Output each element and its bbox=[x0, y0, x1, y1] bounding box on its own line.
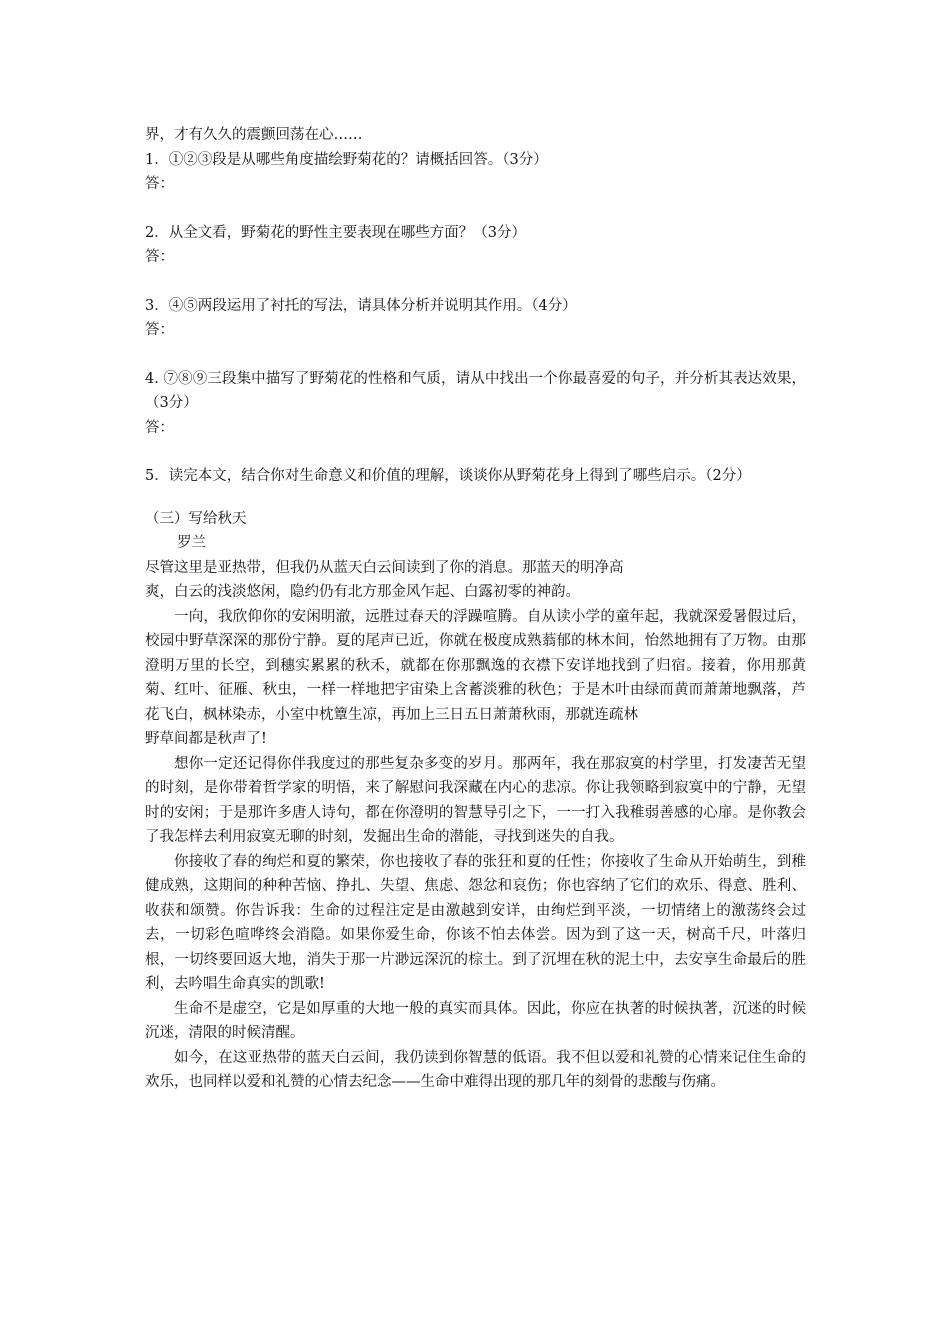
paragraph-2: 想你一定还记得你伴我度过的那些复杂多变的岁月。那两年，我在那寂寞的村学里，打发凄苦无望的时刻，是你带着哲学家的明悟，来了解慰问我深藏在内心的悲凉。你让我领略到寂寞中的宁静，无望时的安闲；于是那许多唐人诗句，都在你澄明的智慧导引之下，一一打入我稚弱善感的心扉。是你教会了我怎样去利用寂寞无聊的时刻，发掘出生命的潜能，寻找到迷失的自我。 bbox=[145, 755, 806, 845]
answer-label-2: 答： bbox=[145, 249, 174, 265]
answer-space-1 bbox=[145, 197, 806, 221]
intro-line-2: 爽，白云的浅淡悠闲，隐约仍有北方那金风乍起、白露初零的神韵。 bbox=[145, 584, 580, 600]
paragraph-1-tail: 野草间都是秋声了! bbox=[145, 731, 267, 747]
intro-line-1: 尽管这里是亚热带，但我仍从蓝天白云间读到了你的消息。那蓝天的明净高 bbox=[145, 559, 624, 576]
paragraph-3: 你接收了春的绚烂和夏的繁荣，你也接收了春的张狂和夏的任性；你接收了生命从开始萌生，到稚健成熟，这期间的种种苦恼、挣扎、失望、焦虑、怨忿和哀伤；你也容纳了它们的欢乐、得意、胜利、收获和颂赞。你告诉我：生命的过程注定是由激越到安详，由绚烂到平淡，一切情绪上的激荡终会过去，一切彩色喧哗终会消隐。如果你爱生命，你该不怕去体尝。因为到了这一天，树高千尺，叶落归根，一切终要回返大地，消失于那一片渺远深沉的棕土。到了沉埋在秋的泥土中，去安享生命最后的胜利，去吟唱生命真实的凯歌! bbox=[145, 853, 806, 992]
passage-tail: 界，才有久久的震颤回荡在心…… bbox=[145, 127, 363, 143]
answer-label-3: 答： bbox=[145, 322, 174, 338]
answer-label-1: 答： bbox=[145, 176, 174, 192]
section-title: （三）写给秋天 bbox=[145, 510, 247, 527]
answer-space-4 bbox=[145, 440, 806, 464]
question-3: 3．④⑤两段运用了衬托的写法，请具体分析并说明其作用。（4分） bbox=[145, 297, 577, 314]
question-1: 1．①②③段是从哪些角度描绘野菊花的？请概括回答。（3分） bbox=[145, 151, 548, 168]
question-2: 2．从全文看，野菊花的野性主要表现在哪些方面？（3分） bbox=[145, 224, 526, 241]
paragraph-4: 生命不是虚空，它是如厚重的大地一般的真实而具体。因此，你应在执著的时候执著，沉迷的时候沉迷，清限的时候清醒。 bbox=[145, 1000, 806, 1041]
answer-space-2 bbox=[145, 270, 806, 294]
answer-label-4: 答： bbox=[145, 419, 174, 436]
section-author: 罗兰 bbox=[177, 535, 206, 551]
question-4: 4. ⑦⑧⑨三段集中描写了野菊花的性格和气质，请从中找出一个你最喜爱的句子，并分析其表达效果，（3分） bbox=[145, 370, 806, 411]
answer-space-3 bbox=[145, 343, 806, 367]
paragraph-5: 如今，在这亚热带的蓝天白云间，我仍读到你智慧的低语。我不但以爱和礼赞的心情来记住生命的欢乐，也同样以爱和礼赞的心情去纪念——生命中难得出现的那几年的刻骨的悲酸与伤痛。 bbox=[145, 1049, 806, 1090]
paragraph-1: 一向，我欣仰你的安闲明澈，远胜过春天的浮躁喧腾。自从读小学的童年起，我就深爱暑假过后，校园中野草深深的那份宁静。夏的尾声已近，你就在极度成熟蓊郁的林木间，怡然地拥有了万物。由那澄明万里的长空，到穗实累累的秋禾，就都在你那飘逸的衣襟下安详地找到了归宿。接着，你用那黄菊、红叶、征雁、秋虫，一样一样地把宇宙染上含蓄淡雅的秋色；于是木叶由绿而黄而萧萧地飘落，芦花飞白，枫林染赤，小室中枕簟生凉，再加上三日五日萧萧秋雨，那就连疏林 bbox=[145, 608, 806, 723]
question-5: 5．读完本文，结合你对生命意义和价值的理解，谈谈你从野菊花身上得到了哪些启示。（2分） bbox=[145, 468, 751, 484]
